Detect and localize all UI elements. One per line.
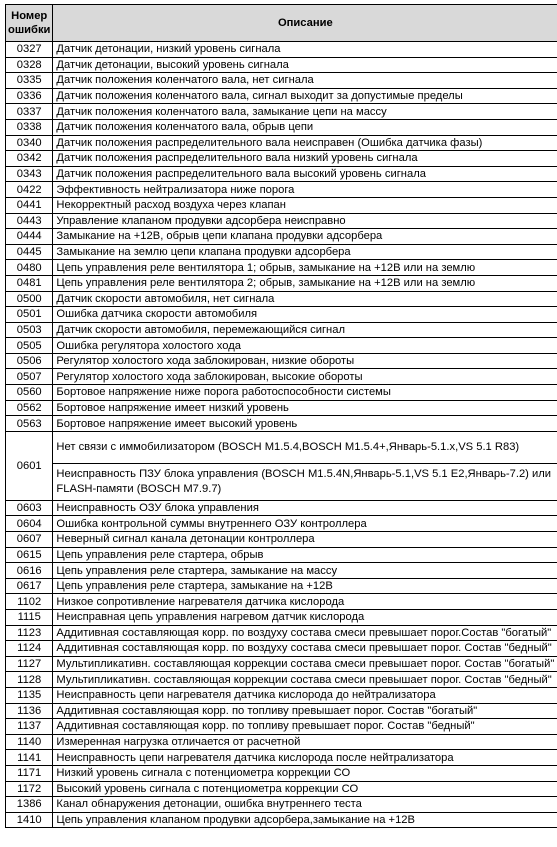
description-cell: Неверный сигнал канала детонации контроллера [53,532,557,548]
table-row [6,656,557,672]
error-code-cell: 0506 [6,353,53,369]
description-cell: Регулятор холостого хода заблокирован, низкие обороты [53,353,557,369]
error-code-cell: 1386 [6,797,53,813]
description-cell: Цепь управления реле вентилятора 2; обрыв, замыкание на +12В или на землю [53,275,557,291]
table-row [6,213,557,229]
description-cell: Датчик положения коленчатого вала, сигнал выходит за допустимые пределы [53,88,557,104]
error-code-cell: 0336 [6,88,53,104]
table-row [6,500,557,516]
table-row [6,229,557,245]
table-row [6,610,557,626]
table-header-row [6,5,557,42]
error-code-cell: 0480 [6,260,53,276]
error-code-cell: 1141 [6,750,53,766]
table-row [6,547,557,563]
table-row [6,151,557,167]
error-code-cell: 0500 [6,291,53,307]
error-code-cell: 1410 [6,812,53,828]
description-cell: Датчик положения распределительного вала высокий уровень сигнала [53,166,557,182]
table-row [6,197,557,213]
table-row [6,88,557,104]
table-row [6,594,557,610]
table-row [6,244,557,260]
error-code-cell: 0328 [6,57,53,73]
table-body-0601 [6,431,557,500]
description-cell: Управление клапаном продувки адсорбера неисправно [53,213,557,229]
description-cell: Аддитивная составляющая корр. по топливу превышает порог. Состав "бедный" [53,719,557,735]
error-code-cell: 1137 [6,719,53,735]
description-cell: Ошибка датчика скорости автомобиля [53,307,557,323]
table-row [6,797,557,813]
description-cell: Датчик детонации, высокий уровень сигнала [53,57,557,73]
error-code-cell: 0615 [6,547,53,563]
table-row [6,369,557,385]
table-row [6,42,557,58]
table-row [6,719,557,735]
error-code-cell: 1127 [6,656,53,672]
table-row [6,135,557,151]
table-row [6,750,557,766]
error-code-cell: 0617 [6,578,53,594]
error-code-cell: 0335 [6,73,53,89]
error-code-cell: 0562 [6,400,53,416]
description-cell: Бортовое напряжение ниже порога работоспособности системы [53,385,557,401]
error-code-cell: 0337 [6,104,53,120]
table-row [6,416,557,432]
description-cell: Цепь управления клапаном продувки адсорбера,замыкание на +12В [53,812,557,828]
error-code-cell: 1102 [6,594,53,610]
error-code-cell: 0563 [6,416,53,432]
table-row [6,625,557,641]
description-part-b: Неисправность ПЗУ блока управления (BOSCH M1.5.4N,Январь-5.1,VS 5.1 E2,Январь-7.2) или FLASH-памяти (BOSCH M7.9.7) [56,467,552,495]
description-cell: Неисправность цепи нагревателя датчика кислорода после нейтрализатора [53,750,557,766]
description-cell: Датчик скорости автомобиля, перемежающийся сигнал [53,322,557,338]
error-code-cell: 1172 [6,781,53,797]
description-cell: Датчик скорости автомобиля, нет сигнала [53,291,557,307]
description-cell: Эффективность нейтрализатора ниже порога [53,182,557,198]
error-code-cell: 1115 [6,610,53,626]
table-row [6,119,557,135]
code-column-header: Номер ошибки [6,5,53,42]
error-code-cell: 0505 [6,338,53,354]
description-column-header: Описание [53,5,557,42]
error-code-cell: 0481 [6,275,53,291]
table-row [6,687,557,703]
error-code-cell: 0441 [6,197,53,213]
error-code-cell: 0444 [6,229,53,245]
table-row [6,516,557,532]
table-row [6,57,557,73]
description-cell: Неисправность ОЗУ блока управления [53,500,557,516]
description-cell: Некорректный расход воздуха через клапан [53,197,557,213]
error-code-cell: 1140 [6,734,53,750]
error-codes-table [5,4,557,828]
description-cell: Цепь управления реле стартера, обрыв [53,547,557,563]
description-cell: Датчик положения коленчатого вала, нет сигнала [53,73,557,89]
description-cell: Неисправность цепи нагревателя датчика кислорода до нейтрализатора [53,687,557,703]
table-body-part-2 [6,500,557,827]
description-cell: Высокий уровень сигнала с потенциометра коррекции СО [53,781,557,797]
description-cell: Цепь управления реле вентилятора 1; обрыв, замыкание на +12В или на землю [53,260,557,276]
description-cell: Датчик положения распределительного вала неисправен (Ошибка датчика фазы) [53,135,557,151]
error-code-cell: 1135 [6,687,53,703]
table-row [6,781,557,797]
table-row [6,73,557,89]
table-row [6,812,557,828]
error-code-cell: 1124 [6,641,53,657]
table-row [6,400,557,416]
error-code-cell: 0503 [6,322,53,338]
error-code-cell: 0443 [6,213,53,229]
error-code-cell: 0327 [6,42,53,58]
table-row [6,307,557,323]
description-cell: Цепь управления реле стартера, замыкание на +12В [53,578,557,594]
description-cell: Датчик детонации, низкий уровень сигнала [53,42,557,58]
table-row [6,338,557,354]
description-cell: Аддитивная составляющая корр. по топливу превышает порог. Состав "богатый" [53,703,557,719]
table-row-0601 [6,431,557,500]
table-row [6,703,557,719]
description-cell: Датчик положения коленчатого вала, замыкание цепи на массу [53,104,557,120]
table-row [6,765,557,781]
error-code-cell: 0507 [6,369,53,385]
description-cell: Датчик положения коленчатого вала, обрыв цепи [53,119,557,135]
error-code-cell: 0603 [6,500,53,516]
description-cell: Низкий уровень сигнала с потенциометра коррекции СО [53,765,557,781]
table-row [6,578,557,594]
error-code-cell: 0340 [6,135,53,151]
table-row [6,563,557,579]
error-code-cell: 1123 [6,625,53,641]
description-cell: Низкое сопротивление нагревателя датчика кислорода [53,594,557,610]
error-code-cell: 1136 [6,703,53,719]
description-cell: Аддитивная составляющая корр. по воздуху состава смеси превышает порог.Состав "богатый" [53,625,557,641]
table-row [6,322,557,338]
table-body-part-1 [6,42,557,432]
error-code-cell: 0601 [6,431,53,500]
table-row [6,275,557,291]
error-code-cell: 0616 [6,563,53,579]
error-code-cell: 0343 [6,166,53,182]
error-code-cell: 0607 [6,532,53,548]
description-cell: Бортовое напряжение имеет высокий уровень [53,416,557,432]
table-row [6,104,557,120]
table-row [6,672,557,688]
description-cell: Бортовое напряжение имеет низкий уровень [53,400,557,416]
error-code-cell: 0342 [6,151,53,167]
description-cell: Аддитивная составляющая корр. по воздуху состава смеси превышает порог. Состав "бедный" [53,641,557,657]
error-code-cell: 0338 [6,119,53,135]
table-row [6,166,557,182]
description-cell: Мультипликативн. составляющая коррекции состава смеси превышает порог. Состав "бедный" [53,672,557,688]
description-cell: Регулятор холостого хода заблокирован, высокие обороты [53,369,557,385]
description-cell: Ошибка контрольной суммы внутреннего ОЗУ контроллера [53,516,557,532]
description-cell: Мультипликативн. составляющая коррекции состава смеси превышает порог. Состав "богатый" [53,656,557,672]
description-cell: Замыкание на землю цепи клапана продувки адсорбера [53,244,557,260]
description-cell-multi [53,431,557,500]
error-code-cell: 0445 [6,244,53,260]
error-code-cell: 0501 [6,307,53,323]
table-row [6,734,557,750]
error-code-cell: 0604 [6,516,53,532]
description-cell: Ошибка регулятора холостого хода [53,338,557,354]
error-code-cell: 0422 [6,182,53,198]
table-row [6,291,557,307]
table-row [6,641,557,657]
description-cell: Цепь управления реле стартера, замыкание на массу [53,563,557,579]
error-code-cell: 0560 [6,385,53,401]
table-row [6,385,557,401]
description-cell: Измеренная нагрузка отличается от расчетной [53,734,557,750]
description-cell: Замыкание на +12В, обрыв цепи клапана продувки адсорбера [53,229,557,245]
description-cell: Канал обнаружения детонации, ошибка внутреннего теста [53,797,557,813]
error-code-cell: 1128 [6,672,53,688]
table-row [6,182,557,198]
table-row [6,260,557,276]
table-row [6,353,557,369]
description-cell: Датчик положения распределительного вала низкий уровень сигнала [53,151,557,167]
description-part-a: Нет связи с иммобилизатором (BOSCH M1.5.4,BOSCH M1.5.4+,Январь-5.1.x,VS 5.1 R83) [53,432,557,464]
error-code-cell: 1171 [6,765,53,781]
table-row [6,532,557,548]
description-cell: Неисправная цепь управления нагревом датчик кислорода [53,610,557,626]
